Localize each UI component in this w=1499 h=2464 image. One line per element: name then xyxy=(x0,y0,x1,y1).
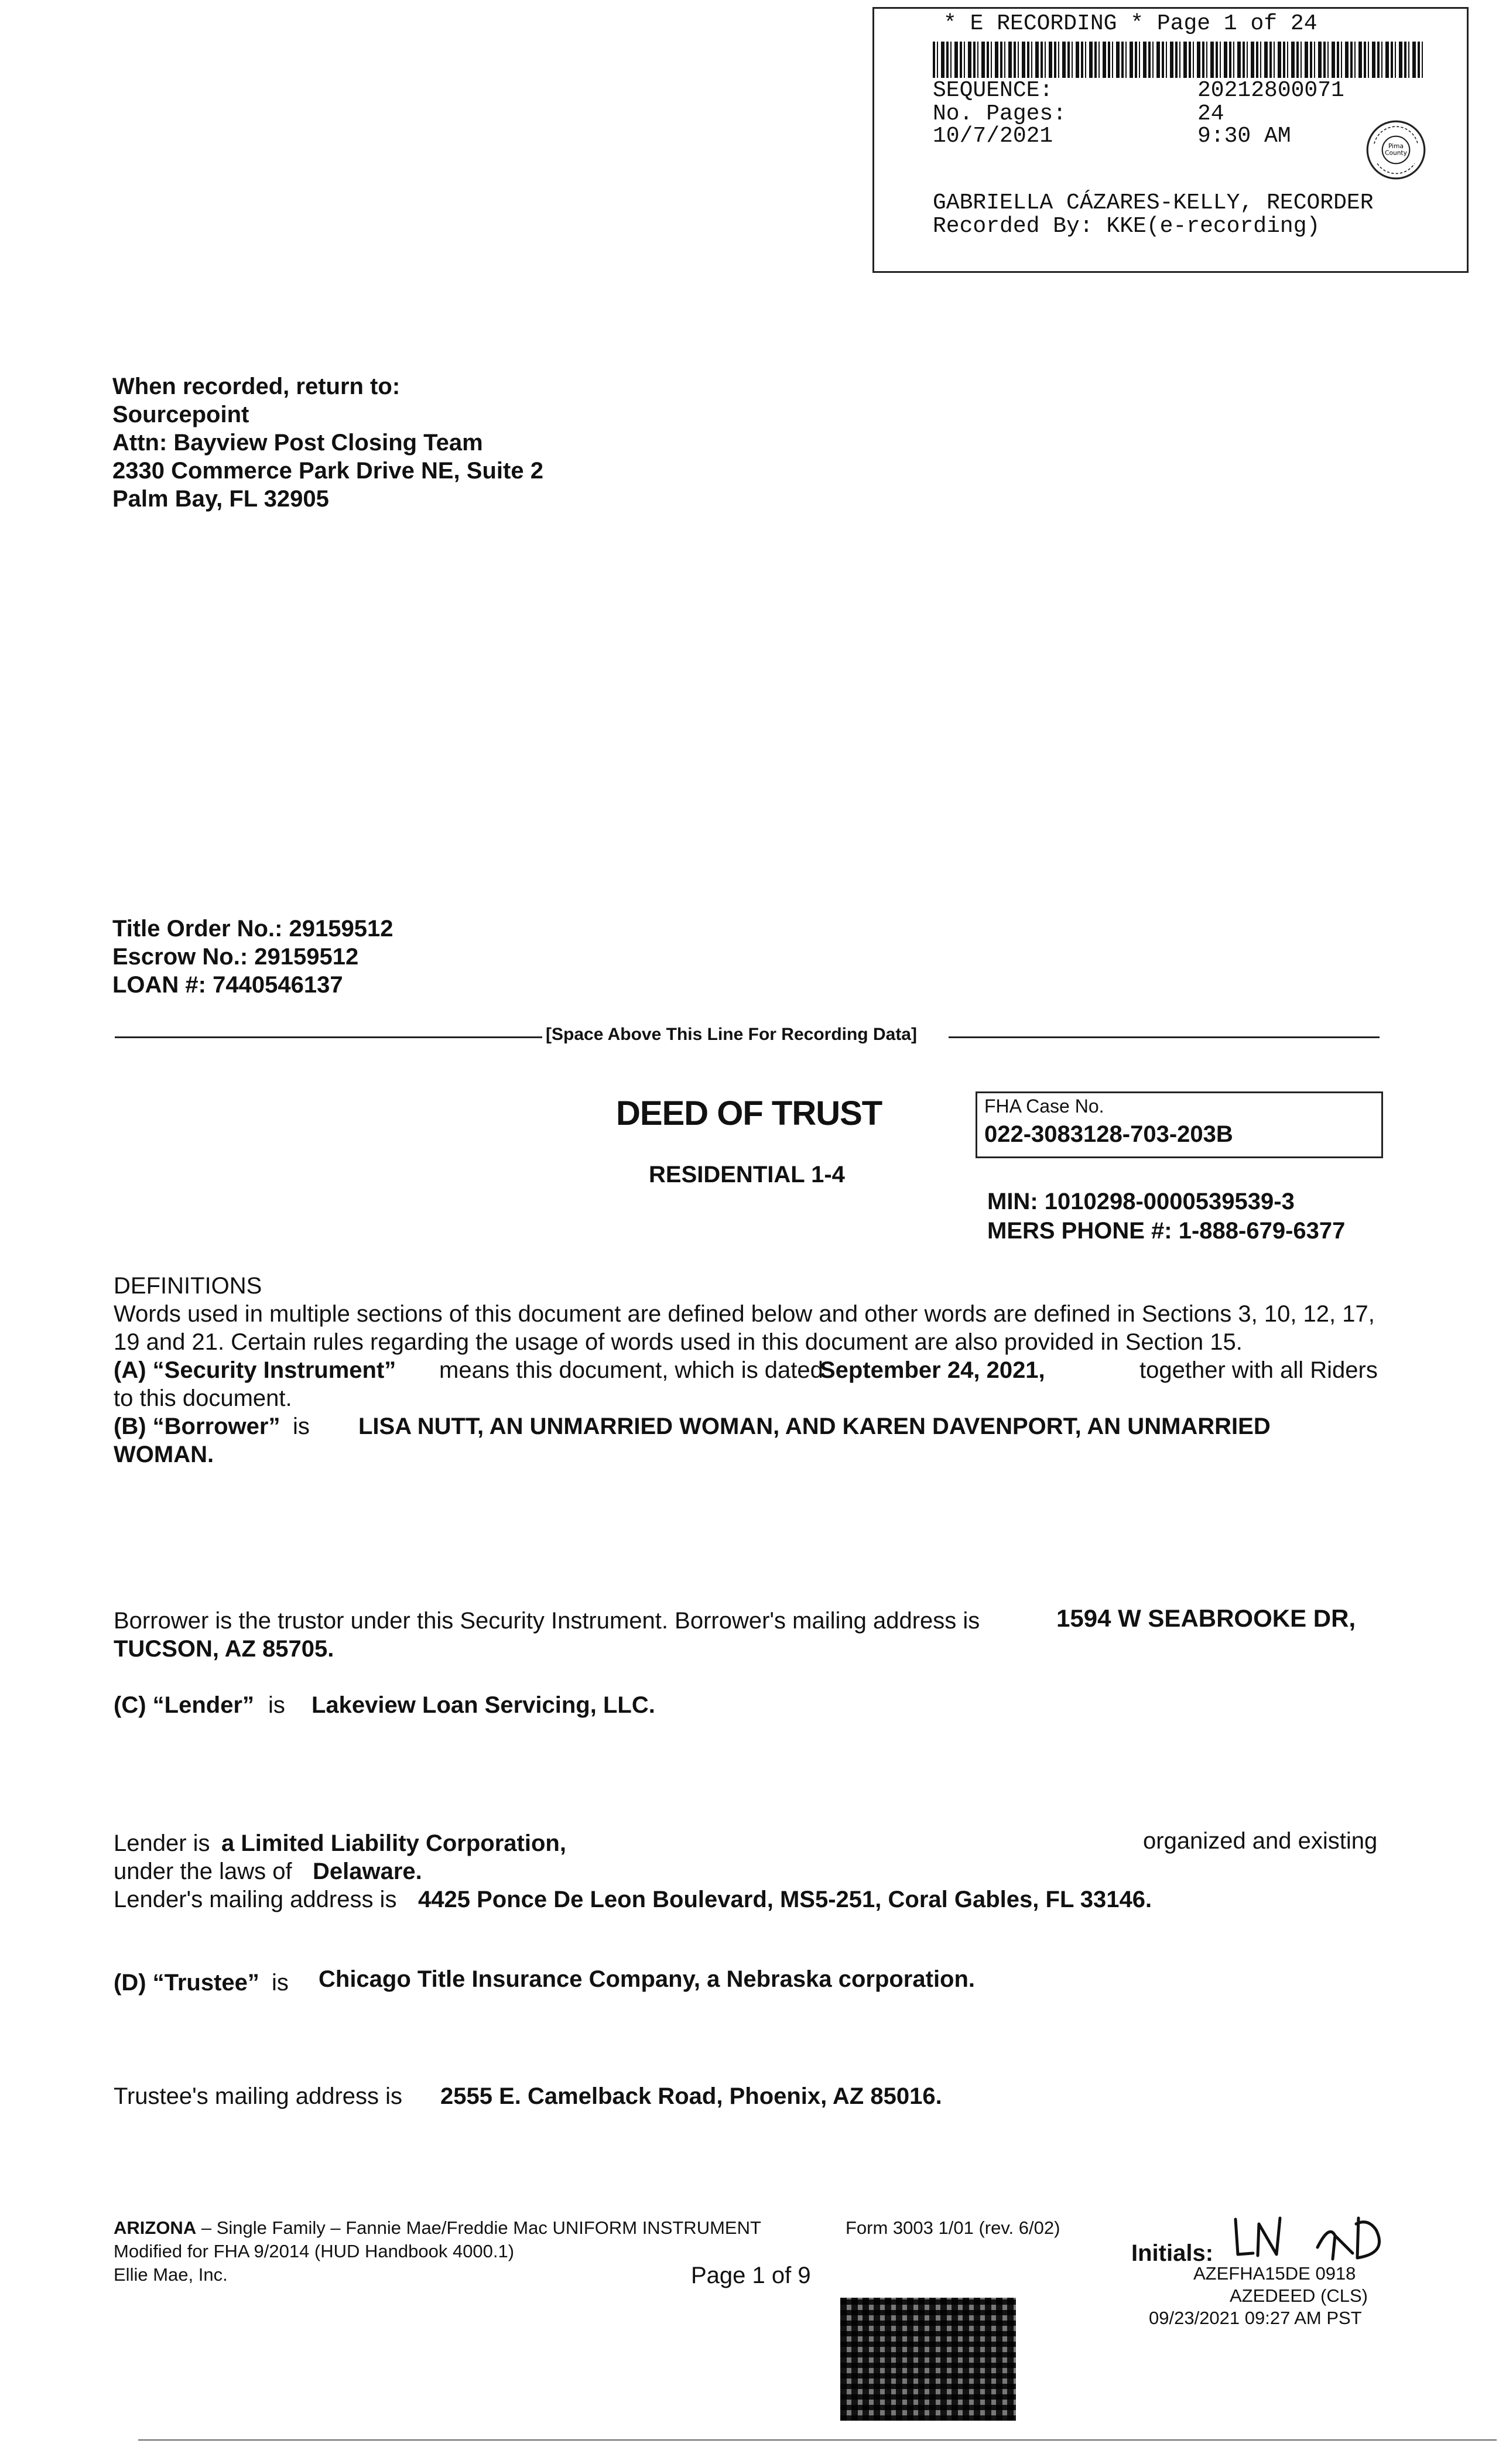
escrow-number: Escrow No.: 29159512 xyxy=(112,944,359,970)
footer-vendor: Ellie Mae, Inc. xyxy=(114,2264,228,2285)
return-to-line: 2330 Commerce Park Drive NE, Suite 2 xyxy=(112,458,543,484)
trustee-mail-label: Trustee's mailing address is xyxy=(114,2083,403,2109)
def-d-label: (D) “Trustee” xyxy=(114,1970,259,1996)
definitions-intro: 19 and 21. Certain rules regarding the usage of words used in this document are also provided in Section 15. xyxy=(114,1329,1243,1355)
title-order-number: Title Order No.: 29159512 xyxy=(112,916,393,942)
trustee-mailing-address: 2555 E. Camelback Road, Phoenix, AZ 85016. xyxy=(440,2083,942,2109)
footer-modified: Modified for FHA 9/2014 (HUD Handbook 4000.1) xyxy=(114,2241,515,2261)
footer-code-1: AZEFHA15DE 0918 xyxy=(1193,2263,1356,2284)
footer-form-description: – Single Family – Fannie Mae/Freddie Mac UNIFORM INSTRUMENT xyxy=(201,2217,761,2238)
lender-is: Lender is xyxy=(114,1830,210,1856)
svg-text:County: County xyxy=(1385,149,1407,157)
document-subtitle: RESIDENTIAL 1-4 xyxy=(649,1162,845,1187)
lender-name: Lakeview Loan Servicing, LLC. xyxy=(312,1692,655,1718)
borrower-address: 1594 W SEABROOKE DR, xyxy=(1056,1604,1356,1632)
def-d-is: is xyxy=(272,1970,289,1996)
definitions-intro: Words used in multiple sections of this document are defined below and other words are defined in Sections 3, 10, 12, 17, xyxy=(114,1301,1375,1327)
borrower-name-cont: WOMAN. xyxy=(114,1442,214,1467)
def-c-label: (C) “Lender” xyxy=(114,1692,254,1718)
lender-mailing-address: 4425 Ponce De Leon Boulevard, MS5-251, Coral Gables, FL 33146. xyxy=(418,1887,1152,1912)
recorder-stamp xyxy=(872,7,1469,273)
def-a-text: means this document, which is dated xyxy=(439,1357,823,1383)
divider-right xyxy=(949,1036,1380,1038)
def-b-is: is xyxy=(293,1414,310,1439)
def-c-is: is xyxy=(268,1692,285,1718)
def-a-tail: together with all Riders xyxy=(1139,1357,1378,1383)
svg-text:Pima: Pima xyxy=(1388,142,1404,150)
fha-case-number: 022-3083128-703-203B xyxy=(984,1121,1233,1147)
return-to-line: Palm Bay, FL 32905 xyxy=(112,486,329,512)
stamp-header: * E RECORDING * Page 1 of 24 xyxy=(943,11,1317,36)
footer-form-line xyxy=(114,2217,761,2239)
mers-phone: MERS PHONE #: 1-888-679-6377 xyxy=(987,1218,1346,1244)
loan-number: LOAN #: 7440546137 xyxy=(112,972,343,998)
lender-mail-label: Lender's mailing address is xyxy=(114,1887,397,1912)
return-to-heading: When recorded, return to: xyxy=(112,374,401,399)
footer-state: ARIZONA xyxy=(114,2217,197,2238)
stamp-recorder: GABRIELLA CÁZARES-KELLY, RECORDER xyxy=(933,190,1374,215)
county-seal-icon xyxy=(1365,119,1427,181)
divider-left xyxy=(115,1036,542,1038)
organized-text: organized and existing xyxy=(1143,1828,1378,1854)
stamp-recorded-by: Recorded By: KKE(e-recording) xyxy=(933,214,1320,239)
stamp-sequence-label: SEQUENCE: xyxy=(933,78,1053,103)
stamp-time: 9:30 AM xyxy=(1197,124,1291,149)
fha-case-label: FHA Case No. xyxy=(984,1096,1104,1117)
def-a-date: September 24, 2021, xyxy=(820,1357,1045,1383)
stamp-pages-label: No. Pages: xyxy=(933,101,1067,126)
space-above-label: [Space Above This Line For Recording Data] xyxy=(546,1025,917,1044)
def-a-tail-2: to this document. xyxy=(114,1385,292,1411)
stamp-sequence-value: 20212800071 xyxy=(1197,78,1344,103)
signature-initials-ln-icon xyxy=(1230,2213,1300,2266)
lender-state: Delaware. xyxy=(313,1859,422,1884)
trustee-name: Chicago Title Insurance Company, a Nebraska corporation. xyxy=(319,1966,976,1992)
min-number: MIN: 1010298-0000539539-3 xyxy=(987,1189,1295,1214)
order-numbers xyxy=(112,915,393,999)
borrower-address-cont: TUCSON, AZ 85705. xyxy=(114,1636,334,1662)
laws-of: under the laws of xyxy=(114,1859,292,1884)
fha-case-box xyxy=(976,1091,1383,1158)
bottom-rule xyxy=(138,2439,1497,2441)
def-a-label: (A) “Security Instrument” xyxy=(114,1357,396,1383)
stamp-pages-value: 24 xyxy=(1197,101,1224,126)
footer-code-2: AZEDEED (CLS) xyxy=(1230,2285,1368,2306)
definitions-heading: DEFINITIONS xyxy=(114,1273,262,1299)
stamp-date: 10/7/2021 xyxy=(933,124,1053,149)
borrower-name: LISA NUTT, AN UNMARRIED WOMAN, AND KAREN DAVENPORT, AN UNMARRIED xyxy=(358,1414,1271,1439)
page-number: Page 1 of 9 xyxy=(691,2263,811,2288)
return-to-block xyxy=(112,372,543,513)
initials-label: Initials: xyxy=(1131,2240,1214,2266)
document-title: DEED OF TRUST xyxy=(616,1094,882,1132)
lender-type: a Limited Liability Corporation, xyxy=(221,1830,566,1856)
signature-initials-kd-icon xyxy=(1312,2212,1394,2265)
trustor-text: Borrower is the trustor under this Security Instrument. Borrower's mailing address is xyxy=(114,1608,980,1634)
def-b-label: (B) “Borrower” xyxy=(114,1414,280,1439)
footer-code-3: 09/23/2021 09:27 AM PST xyxy=(1149,2308,1362,2328)
footer-form-number: Form 3003 1/01 (rev. 6/02) xyxy=(846,2217,1060,2238)
qr-code-icon xyxy=(840,2298,1016,2421)
return-to-line: Attn: Bayview Post Closing Team xyxy=(112,430,483,456)
barcode-icon xyxy=(933,42,1425,78)
return-to-line: Sourcepoint xyxy=(112,402,249,427)
